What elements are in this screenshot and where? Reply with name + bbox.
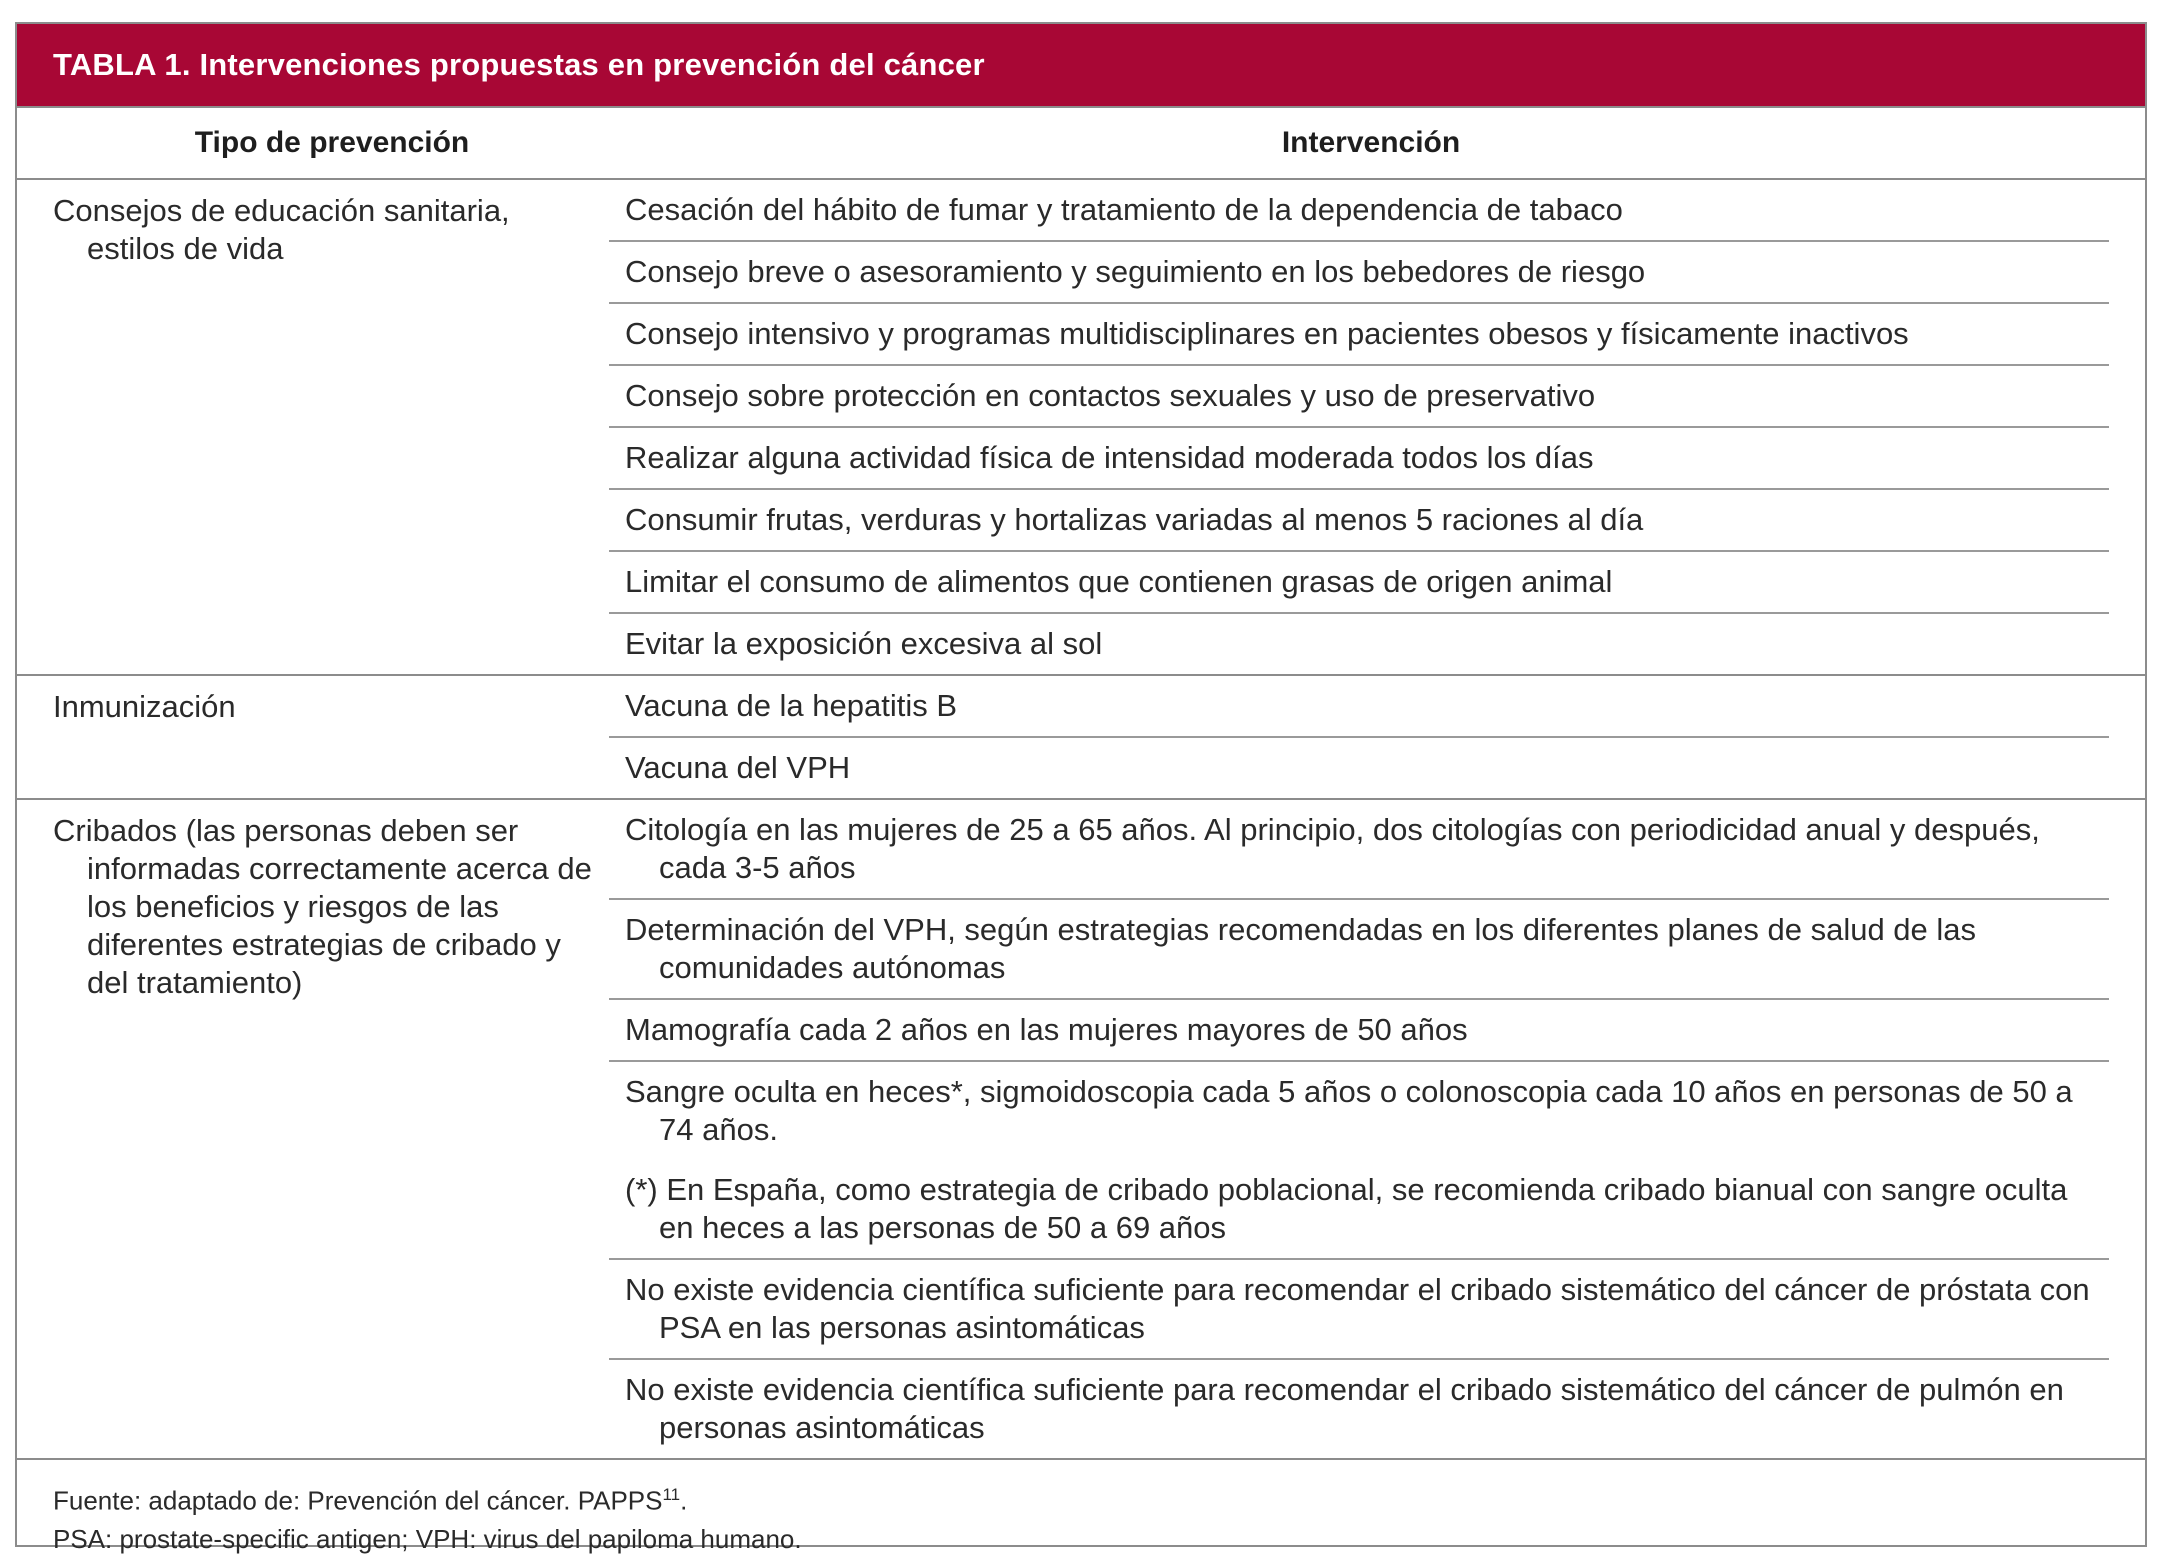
source-suffix: .: [680, 1485, 688, 1516]
intervention-item: Consumir frutas, verduras y hortalizas variadas al menos 5 raciones al día: [609, 490, 2109, 552]
tipo-cell: Consejos de educación sanitaria, estilos de vida: [53, 193, 510, 266]
intervention-item: No existe evidencia científica suficiente para recomendar el cribado sistemático del cáncer de pulmón en personas asintomáticas: [625, 1372, 2064, 1445]
group-educacion: [17, 180, 2145, 676]
intervention-item: Mamografía cada 2 años en las mujeres mayores de 50 años: [609, 1000, 2109, 1062]
tipo-cell: Cribados (las personas deben ser informadas correctamente acerca de los beneficios y riesgos de las diferentes estrategias de cribado y del tratamiento): [53, 813, 592, 1000]
intervention-item: Consejo sobre protección en contactos sexuales y uso de preservativo: [609, 366, 2109, 428]
intervention-footnote: (*) En España, como estrategia de cribado poblacional, se recomienda cribado bianual con sangre oculta en heces a las personas de 50 a 69 años: [609, 1160, 2109, 1260]
intervention-item: Determinación del VPH, según estrategias recomendadas en los diferentes planes de salud de las comunidades autónomas: [609, 900, 2109, 1000]
group-cribados: [17, 800, 2145, 1460]
header-tipo: Tipo de prevención: [194, 126, 470, 159]
intervention-item: Evitar la exposición excesiva al sol: [625, 626, 1103, 661]
group-inmunizacion: [17, 676, 2145, 800]
intervention-item: Citología en las mujeres de 25 a 65 años. Al principio, dos citologías con periodicidad anual y después, cada 3-5 años: [609, 800, 2109, 900]
interventions-list: [609, 800, 2145, 1458]
header-intervencion: Intervención: [1281, 126, 1461, 159]
source-reference: 11: [662, 1485, 681, 1504]
intervention-item: Limitar el consumo de alimentos que contienen grasas de origen animal: [609, 552, 2109, 614]
source-text: Fuente: adaptado de: Prevención del cáncer. PAPPS: [53, 1485, 663, 1516]
intervention-item: Consejo intensivo y programas multidisciplinares en pacientes obesos y físicamente inactivos: [609, 304, 2109, 366]
abbreviations-note: PSA: prostate-specific antigen; VPH: virus del papiloma humano.: [53, 1523, 802, 1554]
intervention-item: Vacuna del VPH: [625, 750, 851, 785]
table-title: TABLA 1. Intervenciones propuestas en prevención del cáncer: [17, 24, 2145, 108]
table-container: [15, 22, 2147, 1554]
intervention-item: Sangre oculta en heces*, sigmoidoscopia cada 5 años o colonoscopia cada 10 años en personas de 50 a 74 años.: [625, 1074, 2073, 1147]
intervention-item: Realizar alguna actividad física de intensidad moderada todos los días: [609, 428, 2109, 490]
intervention-item: Vacuna de la hepatitis B: [609, 676, 2109, 738]
tipo-cell: Inmunización: [53, 689, 236, 724]
intervention-item: Consejo breve o asesoramiento y seguimiento en los bebedores de riesgo: [609, 242, 2109, 304]
interventions-list: [609, 180, 2145, 674]
source-note: [53, 1476, 2145, 1520]
table-header-row: [17, 108, 2145, 180]
intervention-item: No existe evidencia científica suficiente para recomendar el cribado sistemático del cáncer de próstata con PSA en las personas asintomáticas: [609, 1260, 2109, 1360]
table-footer: [17, 1460, 2145, 1558]
intervention-item: Cesación del hábito de fumar y tratamiento de la dependencia de tabaco: [609, 180, 2109, 242]
interventions-list: [609, 676, 2145, 798]
